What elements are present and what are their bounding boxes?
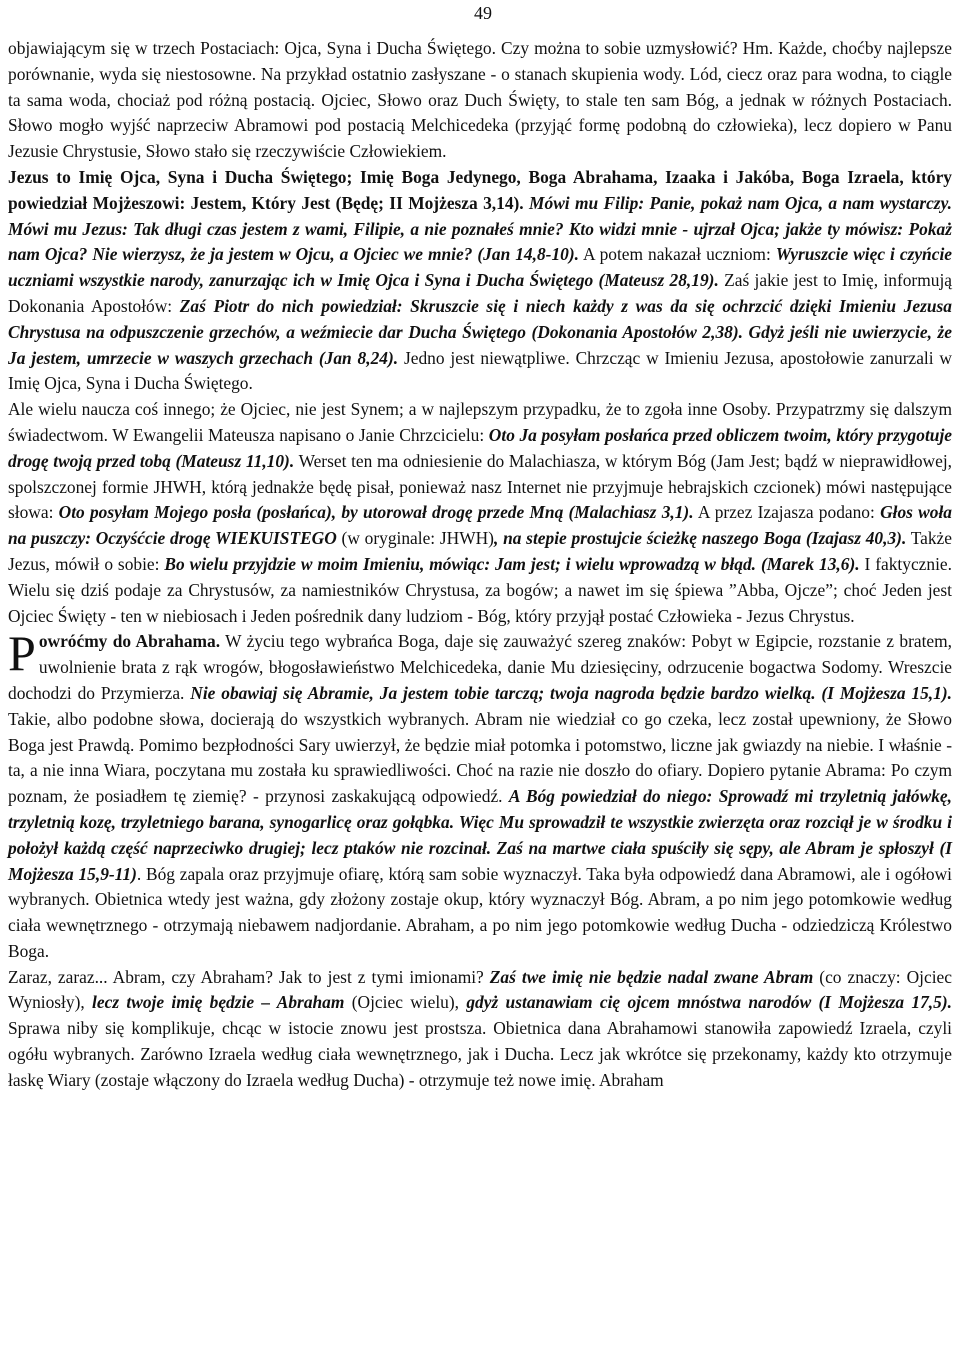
text-run: Werset ten ma odniesienie do Malachiasza, w którym Bóg (Jam Jest; bądź w nieprawidłowej, spolszczonej formie JHWH, którą jednakże będę pisał, ponieważ nasz Internet nie przyjmuje hebrajskich czcionek) mówi następujące słowa: bbox=[8, 450, 952, 523]
text-run: (Ojciec wielu), bbox=[344, 992, 467, 1013]
drop-cap: P bbox=[8, 625, 36, 682]
paragraph-4 bbox=[8, 625, 953, 964]
text-run: Zaraz, zaraz... Abram, czy Abraham? Jak to jest z tymi imionami? bbox=[8, 966, 490, 987]
text-run: Zaś Piotr do nich powiedział: Skruszcie się i niech każdy z was da się ochrzcić dzięki Imieniu Jezusa Chrystusa na odpuszczenie grzechów, a weźmiecie dar Ducha Świętego (Dokonania Apostołów 2,38). Gdyż jeśli nie uwierzycie, że Ja jestem, umrzecie w waszych grzechach (Jan 8,24). bbox=[8, 295, 952, 368]
paragraph-3 bbox=[8, 397, 952, 629]
paragraph-1 bbox=[8, 36, 952, 165]
text-run: Zaś jakie jest to Imię, informują Dokonania Apostołów: bbox=[8, 270, 952, 316]
text-run: (w oryginale: JHWH) bbox=[336, 528, 494, 549]
text-run: Głos woła na puszczy: Oczyśćcie drogę WIEKUISTEGO bbox=[8, 502, 952, 549]
text-run: Sprawa niby się komplikuje, chcąc w istocie znowu jest prostsza. Obietnica dana Abrahamowi stanowiła zapowiedź Izraela, czyli ogółu wybranych. Zarówno Izraela według ciała wewnętrznego, jak i Ducha. Lecz jak wkrótce się przekonamy, każdy kto otrzymuje łaskę Wiary (zostaje włączony do Izraela według Ducha) - otrzymuje też nowe imię. Abraham bbox=[8, 1018, 952, 1090]
text-run: Mówi mu Filip: Panie, pokaż nam Ojca, a nam wystarczy. Mówi mu Jezus: Tak długi czas jestem z wami, Filipie, a nie poznałeś mnie? Kto widzi mnie - ujrzał Ojca; jakże ty mówisz: Pokaż nam Ojca? Nie wierzysz, że ja jestem w Ojcu, a Ojciec we mnie? (Jan 14,8-10). bbox=[8, 192, 953, 265]
text-run: Zaś twe imię nie będzie nadal zwane Abram bbox=[489, 966, 814, 987]
paragraph-2 bbox=[8, 165, 952, 397]
text-run: Także Jezus, mówił o sobie: bbox=[8, 528, 952, 574]
text-run: Ale wielu naucza coś innego; że Ojciec, nie jest Synem; a w najlepszym przypadku, że to zgoła inne Osoby. Przypatrzmy się dalszym świadectwom. W Ewangelii Mateusza napisano o Janie Chrzcicielu: bbox=[8, 399, 952, 445]
text-run: Jedno jest niewątpliwe. Chrzcząc w Imieniu Jezusa, apostołowie zanurzali w Imię Ojca, Syna i Ducha Świętego. bbox=[8, 347, 952, 394]
text-run: A przez Izajasza podano: bbox=[693, 502, 881, 523]
text-run: Jezus to Imię Ojca, Syna i Ducha Świętego; Imię Boga Jedynego, Boga Abrahama, Izaaka i Jakóba, Boga Izraela, który powiedział Mojżeszowi: Jestem, Który Jest (Będę; II Mojżesza 3,14). bbox=[8, 166, 952, 213]
text-run: Nie obawiaj się Abramie, Ja jestem tobie tarczą; twoja nagroda będzie bardzo wielką. (I Mojżesza 15,1). bbox=[190, 682, 952, 703]
text-run: owróćmy do Abrahama. bbox=[38, 631, 221, 652]
text-run: Oto Ja posyłam posłańca przed obliczem twoim, który przygotuje drogę twoją przed tobą (Mateusz 11,10). bbox=[8, 424, 953, 471]
paragraph-5 bbox=[8, 965, 952, 1094]
text-run: I faktycznie. Wielu się dziś podaje za Chrystusów, za namiestników Chrystusa, za bogów; a nawet im się śpiewa ”Abba, Ojcze”; choć Jeden jest Ojciec Święty - ten w niebiosach i Jeden pośrednik dany ludziom - Bóg, który przyjął postać Człowieka - Jezus Chrystus. bbox=[8, 553, 952, 626]
text-run: objawiającym się w trzech Postaciach: Ojca, Syna i Ducha Świętego. Czy można to sobie uzmysłowić? Hm. Każde, choćby najlepsze porównanie, wyda się niestosowne. Na przykład ostatnio zasłyszane - o stanach skupienia wody. Lód, ciecz oraz para wodna, to ciągle ta sama woda, chociaż pod różną postacią. Ojciec, Słowo oraz Duch Święty, to stale ten sam Bóg, a jednak w różnych Postaciach. Słowo mogło wyjść naprzeciw Abramowi pod postacią Melchicedeka (przyjąć formę podobną do człowieka), lecz dopiero w Panu Jezusie Chrystusie, Słowo stało się rzeczywiście Człowiekiem. bbox=[8, 38, 952, 162]
text-run: Wyruszcie więc i czyńcie uczniami wszystkie narody, zanurzając ich w Imię Ojca i Syna i Ducha Świętego (Mateusz 28,19). bbox=[8, 244, 952, 291]
document-body bbox=[8, 36, 952, 1094]
text-run: A Bóg powiedział do niego: Sprowadź mi trzyletnią jałówkę, trzyletnią kozę, trzyletniego barana, synogarlicę oraz gołąbka. Więc Mu sprowadził te wszystkie zwierzęta oraz rozciął je w środku i położył każdą część naprzeciwko drugiej; lecz ptaków nie rozcinał. Zaś na martwe ciała spuściły się sępy, ale Abram je spłoszył (I Mojżesza 15,9-11) bbox=[8, 786, 952, 884]
text-run: A potem nakazał uczniom: bbox=[578, 244, 776, 265]
page-number: 49 bbox=[474, 3, 492, 23]
text-run: (co znaczy: Ojciec Wyniosły), bbox=[8, 966, 952, 1013]
text-run: lecz twoje imię będzie – Abraham bbox=[92, 992, 345, 1013]
text-run: . Bóg zapala oraz przyjmuje ofiarę, którą sam sobie wyznaczył. Taka była odpowiedź dana Abramowi, ale i ogółowi wybranych. Obietnica wtedy jest ważna, gdy złożony zostaje okup, który wyznaczył Bóg. Abram, a po nim jego potomkowie według ciała wewnętrznego - otrzymają niebawem nadjordanie. Abraham, a po nim jego potomkowie według Ducha - odziedziczą Królestwo Boga. bbox=[8, 863, 952, 961]
text-run: W życiu tego wybrańca Boga, daje się zauważyć szereg znaków: Pobyt w Egipcie, rozstanie z bratem, uwolnienie brata z rąk wrogów, błogosławieństwo Melchicedeka, danie Mu dziesięciny, odrzucenie bogactwa Sodomy. Wreszcie dochodzi do Przymierza. bbox=[8, 631, 953, 703]
text-run: gdyż ustanawiam cię ojcem mnóstwa narodów (I Mojżesza 17,5). bbox=[466, 992, 952, 1013]
text-run: Bo wielu przyjdzie w moim Imieniu, mówiąc: Jam jest; i wielu wprowadzą w błąd. (Marek 13,6). bbox=[164, 553, 860, 574]
text-run: , na stepie prostujcie ścieżkę naszego Boga (Izajasz 40,3). bbox=[493, 528, 907, 549]
text-run: Takie, albo podobne słowa, docierają do wszystkich wybranych. Abram nie wiedział co go czeka, lecz został upewniony, że Słowo Boga jest Prawdą. Pomimo bezpłodności Sary uwierzył, że będzie miał potomka i potomstwo, liczne jak gwiazdy na niebie. I właśnie - ta, a nie inna Wiara, poczytana mu została ku sprawiedliwości. Choć na razie nie doszło do ofiary. Dopiero pytanie Abrama: Po czym poznam, że posiadłem tę ziemię? - przynosi zaskakującą odpowiedź. bbox=[8, 708, 952, 807]
text-run: Oto posyłam Mojego posła (posłańca), by utorował drogę przede Mną (Malachiasz 3,1). bbox=[58, 502, 694, 523]
paragraph-4-text bbox=[8, 625, 953, 961]
